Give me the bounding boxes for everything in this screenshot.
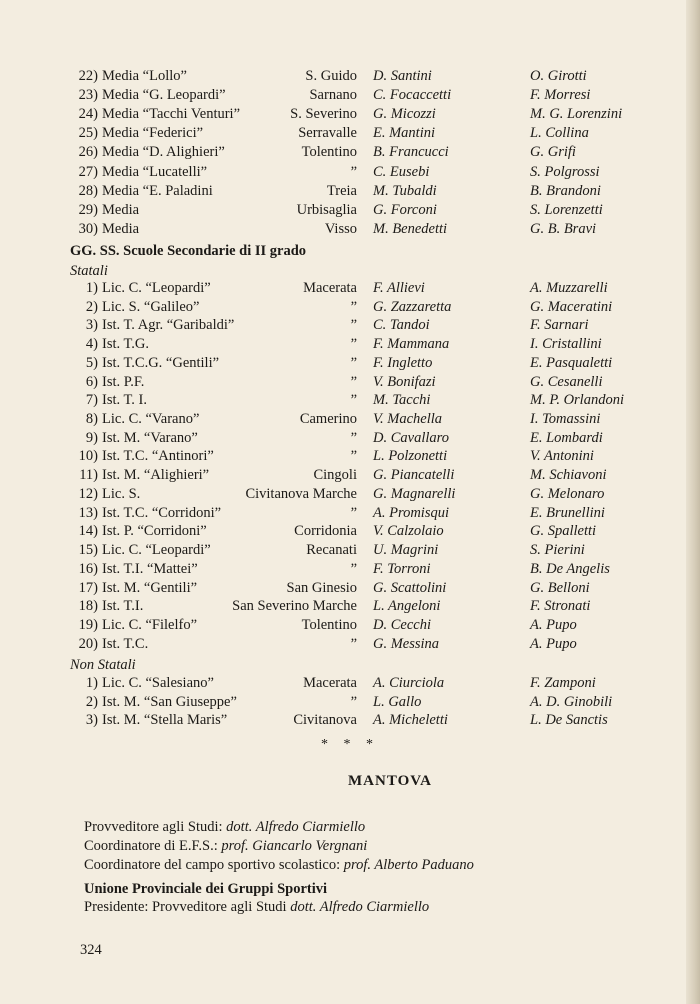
coordinatore-efs-name: prof. Giancarlo Vergnani <box>221 838 368 854</box>
school-name: Media <box>102 201 140 218</box>
teacher-name: F. Sarnari <box>530 317 589 334</box>
teacher-name: G. Cesanelli <box>530 373 603 390</box>
table-row <box>0 372 700 392</box>
teacher-name: A. Pupo <box>530 635 577 652</box>
head-name: G. Forconi <box>373 201 437 218</box>
table-row <box>0 596 700 616</box>
school-city: Urbisaglia <box>296 201 357 218</box>
school-name: Media “D. Alighieri” <box>102 144 225 161</box>
row-number: 16) <box>78 560 98 577</box>
table-row <box>0 559 700 579</box>
teacher-name: E. Brunellini <box>530 504 605 521</box>
table-row <box>0 521 700 541</box>
head-name: L. Polzonetti <box>373 448 448 465</box>
statali-label: Statali <box>70 263 108 279</box>
school-city: ” <box>350 373 357 390</box>
row-number: 19) <box>78 616 98 633</box>
head-name: G. Zazzaretta <box>373 298 452 315</box>
page-number: 324 <box>80 942 102 958</box>
head-name: B. Francucci <box>373 144 449 161</box>
teacher-name: B. Brandoni <box>530 182 601 199</box>
provveditore-line <box>84 817 365 837</box>
coordinatore-campo-label: Coordinatore del campo sportivo scolastico: <box>84 857 341 873</box>
school-city: S. Guido <box>305 68 357 84</box>
school-name: Ist. M. “Stella Maris” <box>102 712 228 728</box>
row-number: 29) <box>78 201 98 218</box>
teacher-name: F. Morresi <box>530 87 591 104</box>
row-number: 17) <box>78 579 98 596</box>
teacher-name: M. P. Orlandoni <box>530 392 624 409</box>
row-number: 26) <box>78 144 98 161</box>
head-name: D. Santini <box>373 68 432 84</box>
province-title: MANTOVA <box>348 773 432 789</box>
teacher-name: L. De Sanctis <box>530 712 608 728</box>
teacher-name: V. Antonini <box>530 448 594 465</box>
row-number: 18) <box>78 598 98 615</box>
row-number: 5) <box>85 354 98 371</box>
table-row <box>0 278 700 298</box>
head-name: D. Cavallaro <box>373 429 449 446</box>
teacher-name: G. Maceratini <box>530 298 613 315</box>
teacher-name: A. D. Ginobili <box>530 693 613 710</box>
school-name: Ist. T.G. <box>102 336 149 353</box>
school-name: Media “E. Paladini <box>102 182 213 199</box>
head-name: V. Calzolaio <box>373 523 444 540</box>
school-name: Ist. T.I. “Mattei” <box>102 560 198 577</box>
row-number: 2) <box>85 298 98 315</box>
school-name: Ist. P. “Corridoni” <box>102 523 207 540</box>
row-number: 8) <box>85 411 98 428</box>
teacher-name: G. Belloni <box>530 579 590 596</box>
school-city: San Severino Marche <box>232 598 357 615</box>
head-name: M. Tubaldi <box>373 182 437 199</box>
school-name: Ist. T.I. <box>102 598 144 615</box>
school-city: San Ginesio <box>286 579 357 596</box>
table-row <box>0 353 700 373</box>
row-number: 4) <box>85 336 98 353</box>
school-name: Lic. C. “Salesiano” <box>102 675 214 691</box>
school-name: Ist. M. “San Giuseppe” <box>102 693 237 710</box>
table-row <box>0 578 700 598</box>
school-name: Media “Federici” <box>102 125 204 142</box>
row-number: 3) <box>85 712 98 728</box>
teacher-name: G. Spalletti <box>530 523 597 540</box>
teacher-name: E. Lombardi <box>530 429 603 446</box>
teacher-name: F. Zamponi <box>530 675 596 691</box>
school-name: Ist. M. “Alighieri” <box>102 467 210 484</box>
row-number: 27) <box>78 163 98 180</box>
school-city: Sarnano <box>309 87 357 104</box>
head-name: V. Machella <box>373 411 442 428</box>
table-row <box>0 446 700 466</box>
school-name: Lic. S. “Galileo” <box>102 298 200 315</box>
head-name: M. Tacchi <box>373 392 431 409</box>
school-city: ” <box>350 429 357 446</box>
table-row <box>0 692 700 712</box>
row-number: 24) <box>78 106 98 123</box>
head-name: M. Benedetti <box>373 220 448 237</box>
table-row <box>0 634 700 654</box>
table-row <box>0 540 700 560</box>
table-row <box>0 390 700 410</box>
coordinatore-campo-name: prof. Alberto Paduano <box>343 857 474 873</box>
row-number: 25) <box>78 125 98 142</box>
head-name: G. Messina <box>373 635 440 652</box>
school-name: Ist. T. I. <box>102 392 147 409</box>
school-name: Ist. M. “Gentili” <box>102 579 198 596</box>
teacher-name: A. Pupo <box>530 616 577 633</box>
teacher-name: A. Muzzarelli <box>530 280 608 296</box>
unione-title: Unione Provinciale dei Gruppi Sportivi <box>84 881 328 897</box>
school-city: ” <box>350 392 357 409</box>
row-number: 9) <box>85 429 98 446</box>
teacher-name: I. Tomassini <box>530 411 601 428</box>
school-name: Media “Tacchi Venturi” <box>102 106 241 123</box>
teacher-name: L. Collina <box>530 125 589 142</box>
table-row <box>0 673 700 693</box>
head-name: E. Mantini <box>373 125 436 142</box>
table-row <box>0 104 700 124</box>
head-name: G. Micozzi <box>373 106 436 123</box>
table-row <box>0 85 700 105</box>
school-name: Ist. T.C. <box>102 635 149 652</box>
table-row <box>0 219 700 239</box>
school-name: Ist. M. “Varano” <box>102 429 198 446</box>
teacher-name: E. Pasqualetti <box>530 354 613 371</box>
table-row <box>0 200 700 220</box>
school-name: Lic. C. “Leopardi” <box>102 280 211 296</box>
teacher-name: O. Girotti <box>530 68 587 84</box>
provveditore-label: Provveditore agli Studi: <box>84 819 223 835</box>
school-city: ” <box>350 504 357 521</box>
school-city: Tolentino <box>301 144 357 161</box>
table-row <box>0 315 700 335</box>
head-name: A. Ciurciola <box>373 675 445 691</box>
school-city: Recanati <box>306 542 357 559</box>
presidente-name: dott. Alfredo Ciarmiello <box>290 899 430 915</box>
presidente-line <box>84 897 429 917</box>
table-row <box>0 710 700 730</box>
school-city: Cingoli <box>313 467 357 484</box>
row-number: 30) <box>78 220 98 237</box>
head-name: A. Micheletti <box>373 712 448 728</box>
head-name: G. Piancatelli <box>373 467 455 484</box>
school-name: Ist. T. Agr. “Garibaldi” <box>102 317 235 334</box>
head-name: G. Magnarelli <box>373 485 456 502</box>
teacher-name: I. Cristallini <box>530 336 602 353</box>
head-name: L. Gallo <box>373 693 422 710</box>
school-name: Media “Lucatelli” <box>102 163 208 180</box>
head-name: C. Focaccetti <box>373 87 452 104</box>
teacher-name: M. Schiavoni <box>530 467 607 484</box>
school-city: ” <box>350 163 357 180</box>
coordinatore-efs-label: Coordinatore di E.F.S.: <box>84 838 218 854</box>
head-name: F. Ingletto <box>373 354 433 371</box>
school-city: ” <box>350 693 357 710</box>
coordinatore-efs-line <box>84 836 367 856</box>
table-row <box>0 66 700 86</box>
row-number: 2) <box>85 693 98 710</box>
row-number: 12) <box>78 485 98 502</box>
teacher-name: G. B. Bravi <box>530 220 597 237</box>
school-name: Media <box>102 220 140 237</box>
school-name: Lic. C. “Leopardi” <box>102 542 211 559</box>
table-row <box>0 465 700 485</box>
school-city: Visso <box>324 220 357 237</box>
row-number: 28) <box>78 182 98 199</box>
school-name: Media “G. Leopardi” <box>102 87 226 104</box>
teacher-name: F. Stronati <box>530 598 591 615</box>
table-row <box>0 615 700 635</box>
row-number: 15) <box>78 542 98 559</box>
head-name: U. Magrini <box>373 542 439 559</box>
teacher-name: M. G. Lorenzini <box>530 106 623 123</box>
table-row <box>0 484 700 504</box>
head-name: V. Bonifazi <box>373 373 436 390</box>
head-name: L. Angeloni <box>373 598 441 615</box>
school-city: Camerino <box>299 411 357 428</box>
table-row <box>0 142 700 162</box>
table-row <box>0 123 700 143</box>
school-name: Lic. C. “Varano” <box>102 411 200 428</box>
row-number: 1) <box>85 280 98 296</box>
coordinatore-campo-line <box>84 855 474 875</box>
school-city: ” <box>350 560 357 577</box>
section-title: GG. SS. Scuole Secondarie di II grado <box>70 243 307 259</box>
row-number: 23) <box>78 87 98 104</box>
row-number: 10) <box>78 448 98 465</box>
table-row <box>0 162 700 182</box>
school-city: Serravalle <box>298 125 357 142</box>
table-row <box>0 334 700 354</box>
head-name: F. Allievi <box>373 280 425 296</box>
school-city: Macerata <box>303 675 357 691</box>
head-name: A. Promisqui <box>373 504 449 521</box>
school-city: ” <box>350 448 357 465</box>
teacher-name: G. Grifi <box>530 144 576 161</box>
school-city: S. Severino <box>290 106 357 123</box>
table-row <box>0 409 700 429</box>
section-separator: * * * <box>321 737 379 752</box>
school-name: Ist. T.C. “Corridoni” <box>102 504 222 521</box>
table-row <box>0 297 700 317</box>
table-row <box>0 181 700 201</box>
school-name: Ist. T.C.G. “Gentili” <box>102 354 220 371</box>
non-statali-label: Non Statali <box>70 657 136 673</box>
school-city: ” <box>350 298 357 315</box>
school-city: ” <box>350 317 357 334</box>
teacher-name: G. Melonaro <box>530 485 605 502</box>
head-name: F. Torroni <box>373 560 431 577</box>
row-number: 22) <box>78 68 98 84</box>
row-number: 3) <box>85 317 98 334</box>
school-city: Civitanova <box>293 712 357 728</box>
table-row <box>0 503 700 523</box>
teacher-name: S. Polgrossi <box>530 163 600 180</box>
school-name: Ist. T.C. “Antinori” <box>102 448 214 465</box>
head-name: F. Mammana <box>373 336 450 353</box>
head-name: C. Eusebi <box>373 163 430 180</box>
school-city: ” <box>350 635 357 652</box>
school-name: Lic. S. <box>102 485 141 502</box>
school-city: ” <box>350 336 357 353</box>
school-city: Macerata <box>303 280 357 296</box>
head-name: G. Scattolini <box>373 579 447 596</box>
school-name: Media “Lollo” <box>102 68 187 84</box>
table-row <box>0 428 700 448</box>
row-number: 6) <box>85 373 98 390</box>
presidente-label: Presidente: Provveditore agli Studi <box>84 899 287 915</box>
provveditore-name: dott. Alfredo Ciarmiello <box>226 819 366 835</box>
school-city: Civitanova Marche <box>245 485 357 502</box>
row-number: 1) <box>85 675 98 691</box>
school-name: Lic. C. “Filelfo” <box>102 616 198 633</box>
row-number: 20) <box>78 635 98 652</box>
row-number: 14) <box>78 523 98 540</box>
school-name: Ist. P.F. <box>102 373 145 390</box>
school-city: Tolentino <box>301 616 357 633</box>
row-number: 7) <box>85 392 98 409</box>
teacher-name: S. Pierini <box>530 542 585 559</box>
school-city: ” <box>350 354 357 371</box>
head-name: C. Tandoi <box>373 317 430 334</box>
school-city: Corridonia <box>294 523 357 540</box>
teacher-name: B. De Angelis <box>530 560 610 577</box>
row-number: 13) <box>78 504 98 521</box>
teacher-name: S. Lorenzetti <box>530 201 603 218</box>
row-number: 11) <box>79 467 98 484</box>
school-city: Treia <box>326 182 357 199</box>
head-name: D. Cecchi <box>373 616 431 633</box>
